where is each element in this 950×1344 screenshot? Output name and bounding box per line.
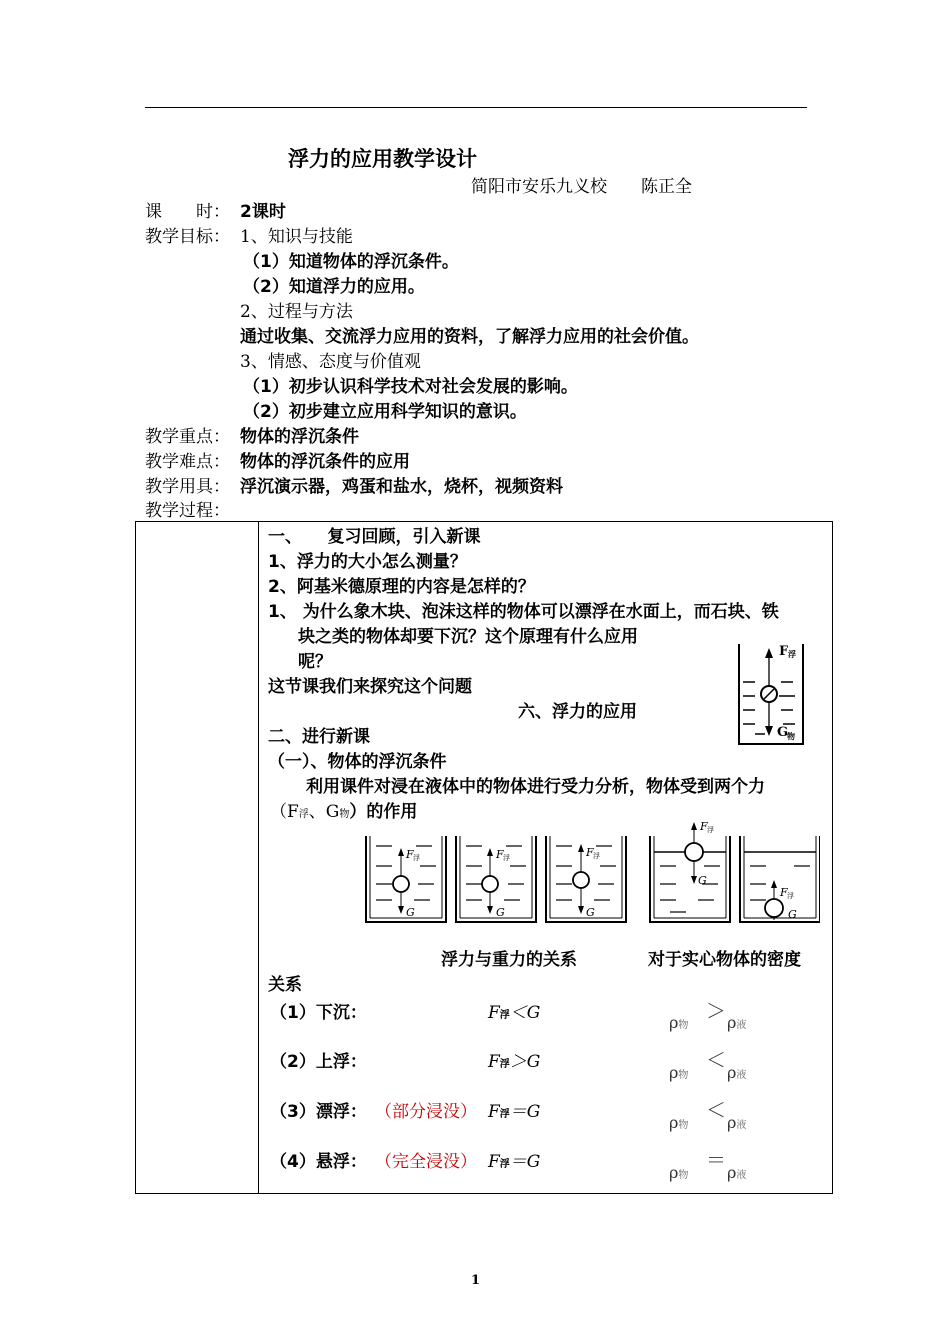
five-beakers-figure bbox=[360, 818, 820, 930]
svg-text:浮: 浮 bbox=[503, 854, 510, 862]
condition-relation: ＜ bbox=[706, 1048, 726, 1072]
condition-density: ρ物 bbox=[669, 1063, 689, 1082]
svg-text:F: F bbox=[496, 848, 504, 861]
fig-g-sub: 物 bbox=[787, 731, 795, 741]
condition-force: F浮＞G bbox=[488, 1052, 541, 1072]
beaker-1 bbox=[366, 836, 446, 922]
review-heading: 一、 复习回顾，引入新课 bbox=[268, 527, 481, 547]
question-3-line-1: 1、 为什么象木块、泡沫这样的物体可以漂浮在水面上，而石块、铁 bbox=[268, 602, 779, 622]
svg-text:F: F bbox=[700, 820, 708, 833]
fig-f-label: F bbox=[779, 644, 789, 659]
condition-label: （1）下沉： bbox=[270, 1003, 367, 1023]
svg-text:G: G bbox=[788, 908, 797, 921]
caption-force: 浮力与重力的关系 bbox=[441, 950, 577, 970]
svg-text:G: G bbox=[586, 906, 595, 919]
svg-text:G: G bbox=[698, 874, 707, 887]
tools-value: 浮沉演示器，鸡蛋和盐水，烧杯，视频资料 bbox=[240, 477, 563, 497]
objectives-label: 教学目标： bbox=[145, 227, 230, 247]
beaker-5 bbox=[740, 836, 820, 922]
difficulty-value: 物体的浮沉条件的应用 bbox=[240, 452, 410, 472]
objective-3b: （2）初步建立应用科学知识的意识。 bbox=[243, 402, 527, 422]
condition-density-liquid: ρ液 bbox=[727, 1013, 747, 1032]
condition-density-liquid: ρ液 bbox=[727, 1163, 747, 1182]
svg-text:F: F bbox=[780, 886, 788, 899]
condition-density: ρ物 bbox=[669, 1013, 689, 1032]
table-divider bbox=[258, 521, 259, 1194]
condition-relation: ＝ bbox=[706, 1148, 726, 1172]
objective-3: 3、情感、态度与价值观 bbox=[240, 352, 421, 372]
condition-note: （部分浸没） bbox=[375, 1102, 477, 1122]
condition-force: F浮＝G bbox=[488, 1102, 541, 1122]
intro-line: 这节课我们来探究这个问题 bbox=[268, 677, 472, 697]
objective-1b: （2）知道浮力的应用。 bbox=[243, 277, 425, 297]
force-g-symbol: 、G bbox=[308, 802, 340, 822]
key-value: 物体的浮沉条件 bbox=[240, 427, 359, 447]
paragraph-line-2-end: ）的作用 bbox=[349, 802, 418, 822]
svg-text:F: F bbox=[406, 848, 414, 861]
beaker-3 bbox=[546, 836, 626, 922]
condition-relation: ＜ bbox=[706, 1098, 726, 1122]
condition-force: F浮＝G bbox=[488, 1152, 541, 1172]
new-lesson-heading: 二、进行新课 bbox=[268, 727, 370, 747]
header-rule bbox=[145, 107, 807, 108]
difficulty-label: 教学难点： bbox=[145, 452, 230, 472]
document-title: 浮力的应用教学设计 bbox=[288, 147, 477, 171]
svg-text:浮: 浮 bbox=[787, 892, 794, 900]
key-label: 教学重点： bbox=[145, 427, 230, 447]
beaker-force-diagram bbox=[735, 638, 815, 748]
question-2: 2、阿基米德原理的内容是怎样的？ bbox=[268, 577, 535, 597]
page-number: 1 bbox=[471, 1273, 481, 1288]
svg-text:浮: 浮 bbox=[413, 854, 420, 862]
objective-1: 1、知识与技能 bbox=[240, 227, 353, 247]
fig-f-sub: 浮 bbox=[788, 649, 796, 659]
condition-density-liquid: ρ液 bbox=[727, 1063, 747, 1082]
condition-density: ρ物 bbox=[669, 1113, 689, 1132]
fig-g-label: G bbox=[777, 725, 789, 740]
question-3-line-2: 块之类的物体却要下沉？这个原理有什么应用 bbox=[298, 627, 638, 647]
force-f-subscript: 浮 bbox=[298, 809, 309, 820]
topic-heading: 六、浮力的应用 bbox=[518, 702, 637, 722]
hours-label: 课 时： bbox=[145, 202, 230, 222]
objective-1a: （1）知道物体的浮沉条件。 bbox=[243, 252, 459, 272]
condition-density-liquid: ρ液 bbox=[727, 1113, 747, 1132]
force-g-subscript: 物 bbox=[339, 809, 350, 820]
tools-label: 教学用具： bbox=[145, 477, 230, 497]
author-line: 简阳市安乐九义校 陈正全 bbox=[471, 177, 692, 197]
objective-3a: （1）初步认识科学技术对社会发展的影响。 bbox=[243, 377, 578, 397]
condition-force: F浮＜G bbox=[488, 1003, 541, 1023]
beaker-4 bbox=[650, 820, 730, 922]
objective-2: 2、过程与方法 bbox=[240, 302, 353, 322]
caption-density-a: 对于实心物体的密度 bbox=[648, 950, 801, 970]
svg-text:浮: 浮 bbox=[593, 852, 600, 860]
process-label: 教学过程： bbox=[145, 501, 230, 521]
caption-density-b: 关系 bbox=[268, 975, 302, 995]
beaker-2 bbox=[456, 836, 536, 922]
svg-text:浮: 浮 bbox=[707, 826, 714, 834]
sub-heading: （一）、物体的浮沉条件 bbox=[268, 752, 447, 772]
condition-label: （4）悬浮： bbox=[270, 1152, 367, 1172]
svg-text:F: F bbox=[586, 846, 594, 859]
condition-label: （2）上浮： bbox=[270, 1052, 367, 1072]
condition-note: （完全浸没） bbox=[375, 1152, 477, 1172]
svg-text:G: G bbox=[496, 906, 505, 919]
svg-text:G: G bbox=[406, 906, 415, 919]
force-f-symbol: （F bbox=[270, 802, 299, 822]
objective-2a: 通过收集、交流浮力应用的资料，了解浮力应用的社会价值。 bbox=[240, 327, 699, 347]
hours-value: 2课时 bbox=[240, 202, 286, 222]
condition-relation: ＞ bbox=[706, 999, 726, 1023]
condition-label: （3）漂浮： bbox=[270, 1102, 367, 1122]
condition-density: ρ物 bbox=[669, 1163, 689, 1182]
question-3-line-3: 呢？ bbox=[298, 652, 332, 672]
paragraph-line-1: 利用课件对浸在液体中的物体进行受力分析，物体受到两个力 bbox=[306, 777, 765, 797]
question-1: 1、浮力的大小怎么测量？ bbox=[268, 552, 467, 572]
